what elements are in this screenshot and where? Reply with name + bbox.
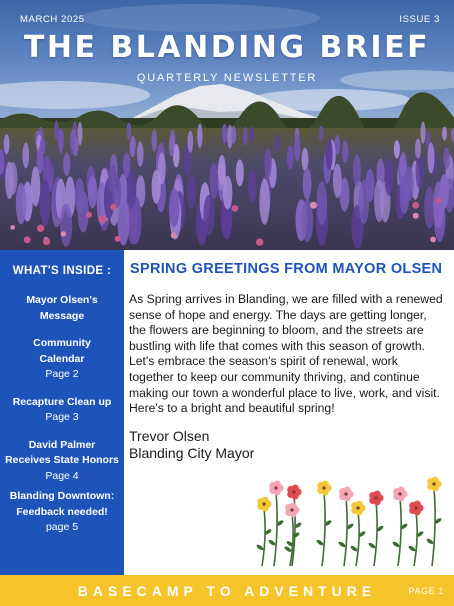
toc-item-david-palmer[interactable] bbox=[0, 438, 124, 485]
body-line: sense of hope and energy. The days are getting longer, bbox=[129, 307, 427, 322]
toc-item-community-calendar[interactable] bbox=[0, 336, 124, 383]
body-line: together to keep our community thriving, and continue bbox=[129, 369, 420, 384]
toc-item-title: David Palmer bbox=[28, 438, 96, 451]
toc-item-title: Mayor Olsen's bbox=[26, 294, 98, 306]
newsletter-title: THE BLANDING BRIEF bbox=[23, 30, 431, 65]
toc-item-title: Calendar bbox=[39, 352, 85, 365]
newsletter-subtitle: QUARTERLY NEWSLETTER bbox=[136, 72, 318, 84]
footer-tagline: BASECAMP TO ADVENTURE bbox=[77, 583, 377, 599]
toc-item-page: Page 2 bbox=[45, 368, 79, 380]
issue-date: MARCH 2025 bbox=[20, 14, 85, 25]
footer-bar bbox=[0, 575, 454, 606]
article-heading: SPRING GREETINGS FROM MAYOR OLSEN bbox=[130, 261, 443, 277]
toc-item-downtown-feedback[interactable] bbox=[0, 489, 124, 536]
signature-name: Trevor Olsen bbox=[129, 428, 210, 444]
toc-item-title: Blanding Downtown: bbox=[9, 490, 115, 502]
toc-item-page: Page 3 bbox=[45, 411, 79, 423]
toc-item-title: Message bbox=[39, 309, 85, 322]
contents-heading: WHAT'S INSIDE : bbox=[12, 265, 112, 277]
toc-item-title: Feedback needed! bbox=[16, 505, 108, 518]
toc-item-recapture-cleanup[interactable] bbox=[0, 395, 124, 426]
toc-item-title: Community bbox=[33, 337, 91, 349]
hero-photo bbox=[0, 0, 454, 250]
body-line: Here's to a bright and beautiful spring! bbox=[129, 401, 335, 416]
toc-item-mayor-message[interactable] bbox=[0, 293, 124, 324]
signature-block bbox=[129, 428, 254, 462]
contents-sidebar bbox=[0, 250, 124, 575]
toc-item-page: Page 4 bbox=[45, 469, 79, 482]
signature-title: Blanding City Mayor bbox=[129, 445, 255, 461]
body-line: As Spring arrives in Blanding, we are filled with a renewed bbox=[129, 292, 443, 306]
toc-item-page: page 5 bbox=[45, 521, 79, 533]
body-line: making our town a wonderful place to live, work, and visit. bbox=[129, 385, 440, 400]
body-line: bustling with life that comes with this season of growth. bbox=[129, 338, 426, 353]
issue-number: ISSUE 3 bbox=[399, 14, 440, 25]
page-number: PAGE 1 bbox=[408, 586, 444, 596]
article-body bbox=[129, 292, 454, 417]
body-line: Let's embrace the season's spirit of renewal, work bbox=[129, 354, 398, 369]
toc-item-title: Recapture Clean up bbox=[12, 395, 112, 408]
flower-illustration bbox=[254, 474, 450, 570]
toc-item-title: Receives State Honors bbox=[5, 454, 119, 466]
main-article bbox=[124, 250, 454, 575]
body-line: the flowers are beginning to bloom, and the streets are bbox=[129, 323, 424, 338]
